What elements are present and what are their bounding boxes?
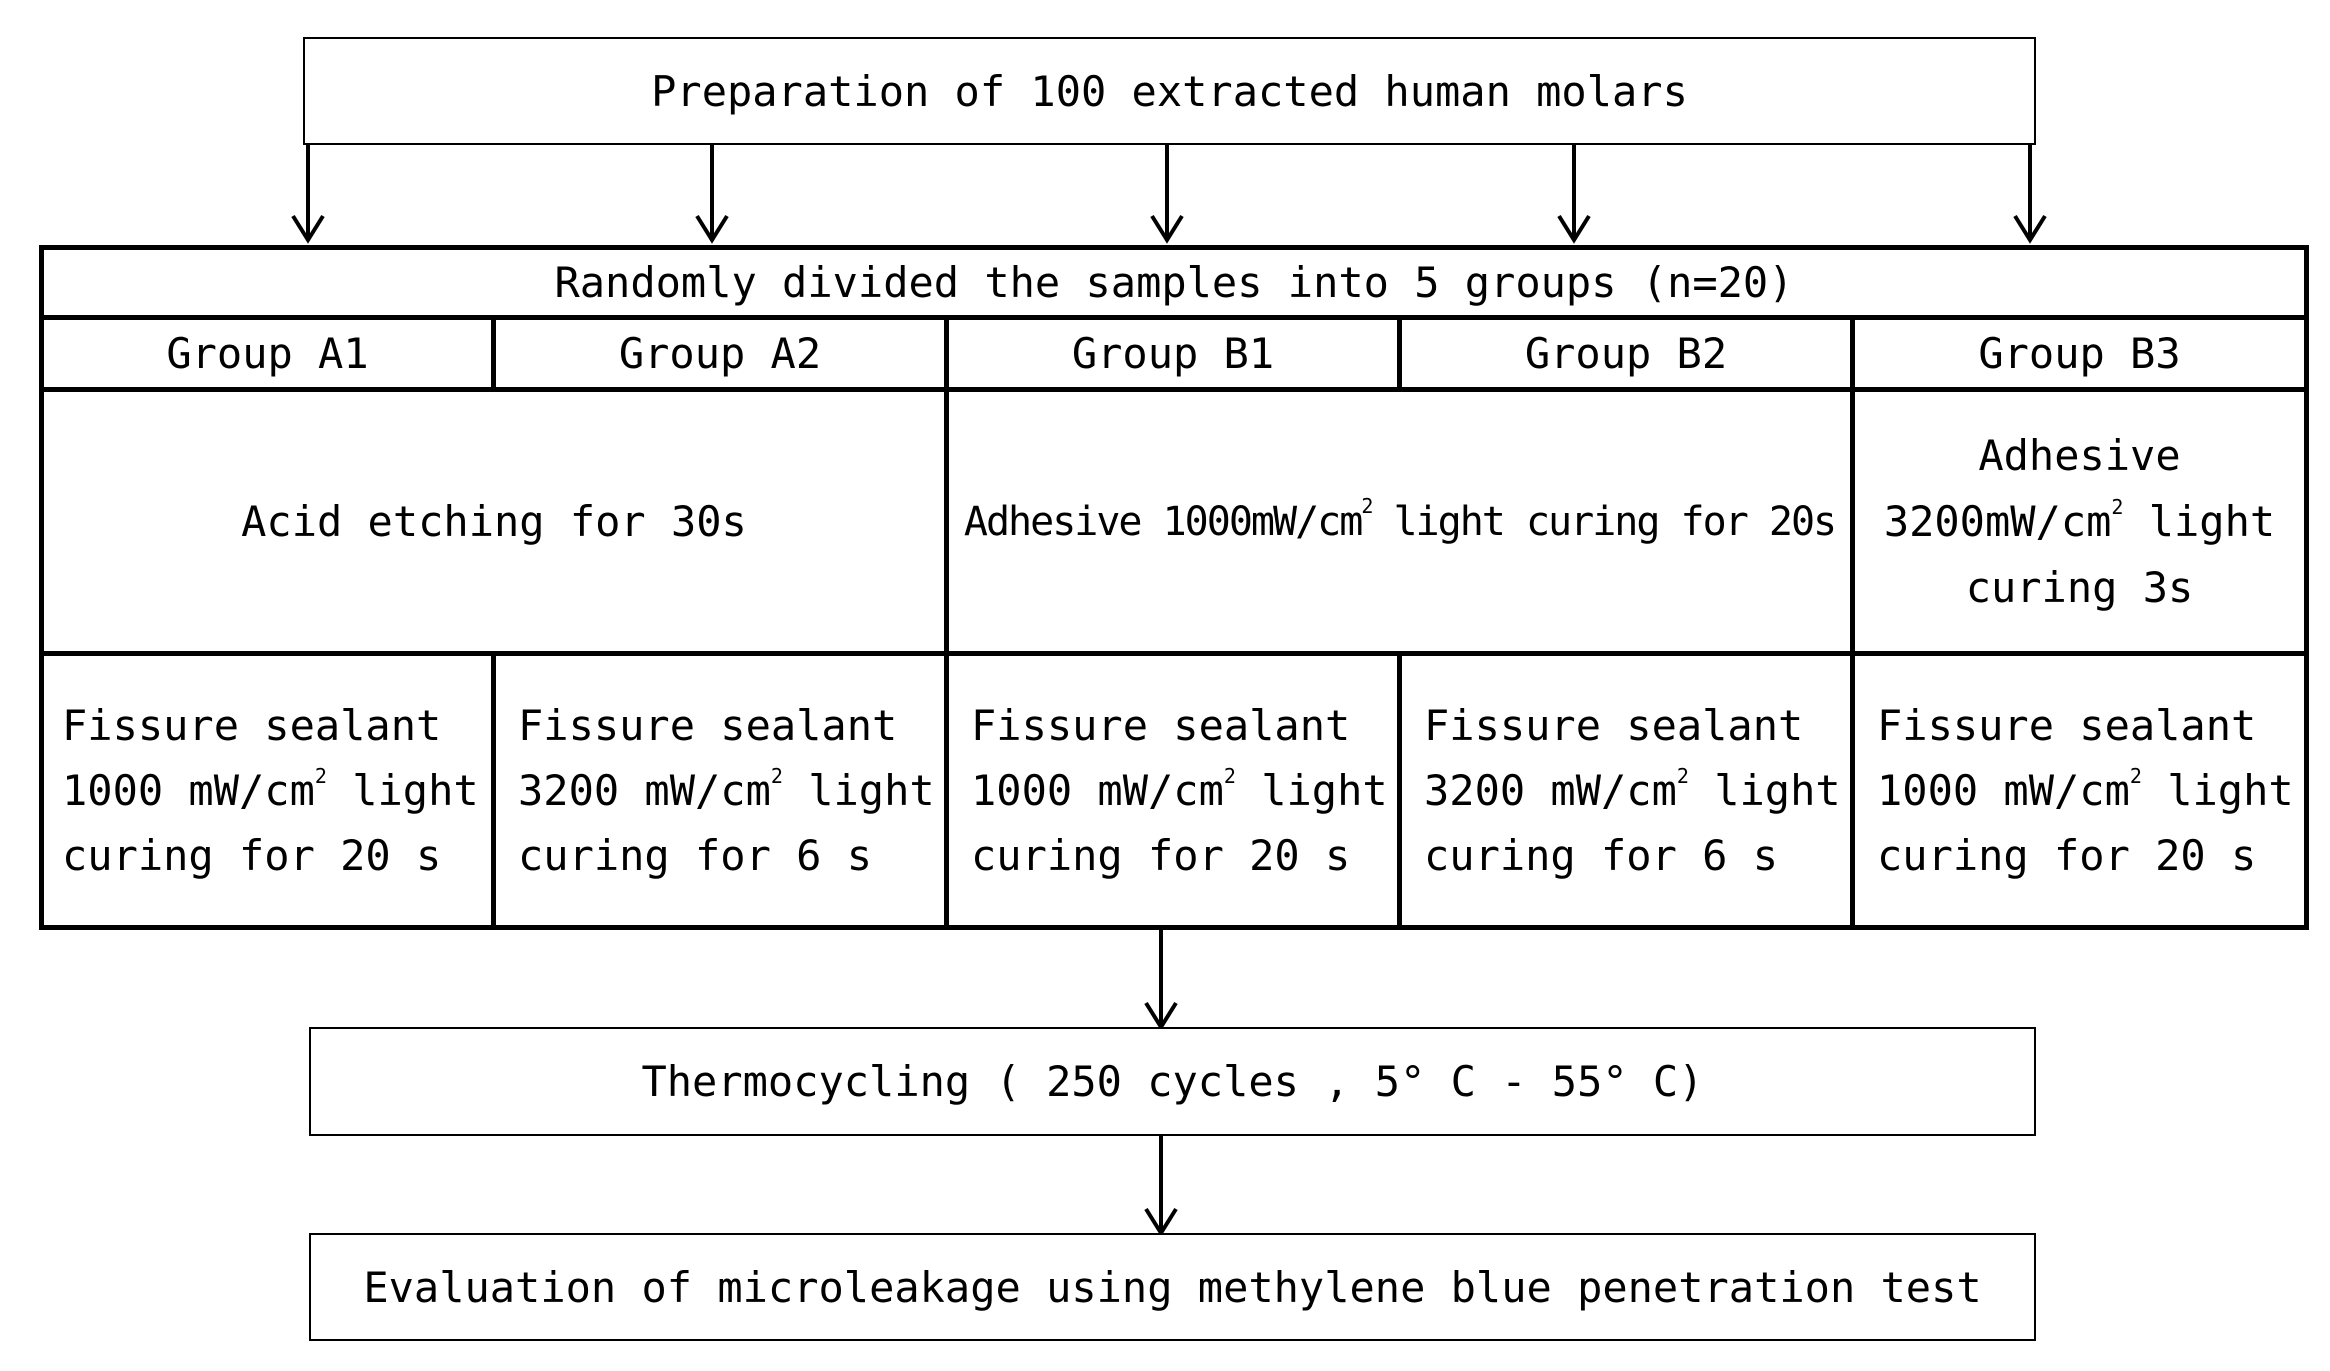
sealant-cell-b2: Fissure sealant 3200 $mW/cm^2$ light curing for 6 s <box>1424 701 1841 880</box>
group-label-a2: Group A2 <box>618 329 822 378</box>
adhesive-1000-text: Adhesive $1000mW/cm^2$ light curing for 20s <box>963 493 1836 545</box>
acid-etching-text: Acid etching for 30s <box>241 497 747 546</box>
preparation-text: Preparation of 100 extracted human molars <box>651 66 1688 116</box>
group-label-a1: Group A1 <box>166 329 369 378</box>
thermocycling-text: Thermocycling ( 250 cycles , 5° C - 55° C) <box>641 1057 1704 1106</box>
group-label-b3: Group B3 <box>1978 329 2181 378</box>
group-header-b1 <box>949 320 1397 387</box>
sealant-cell-a1: Fissure sealant 1000 $mW/cm^2$ light curing for 20 s <box>62 701 479 880</box>
group-header-a2 <box>496 320 944 387</box>
table-title <box>44 250 2304 315</box>
group-header-a1 <box>44 320 491 387</box>
acid-etching-cell <box>44 392 944 651</box>
group-header-b2 <box>1402 320 1850 387</box>
table-title-text: Randomly divided the samples into 5 groups (n=20) <box>554 258 1794 307</box>
adhesive-3200-text: Adhesive $3200mW/cm^2$ light curing 3s <box>1883 430 2276 612</box>
group-header-b3 <box>1855 320 2304 387</box>
thermocycling-box <box>309 1027 2036 1136</box>
evaluation-text: Evaluation of microleakage using methylene blue penetration test <box>363 1262 1982 1312</box>
group-label-b2: Group B2 <box>1524 329 1728 378</box>
adhesive-3200-cell <box>1855 392 2304 651</box>
adhesive-1000-cell <box>949 392 1850 651</box>
sealant-cell-b1: Fissure sealant 1000 $mW/cm^2$ light curing for 20 s <box>971 701 1388 880</box>
sealant-cell-a2: Fissure sealant 3200 $mW/cm^2$ light curing for 6 s <box>518 701 935 880</box>
evaluation-box <box>309 1233 2036 1341</box>
sealant-cell-b3: Fissure sealant 1000 $mW/cm^2$ light curing for 20 s <box>1877 701 2294 880</box>
group-label-b1: Group B1 <box>1071 329 1275 378</box>
